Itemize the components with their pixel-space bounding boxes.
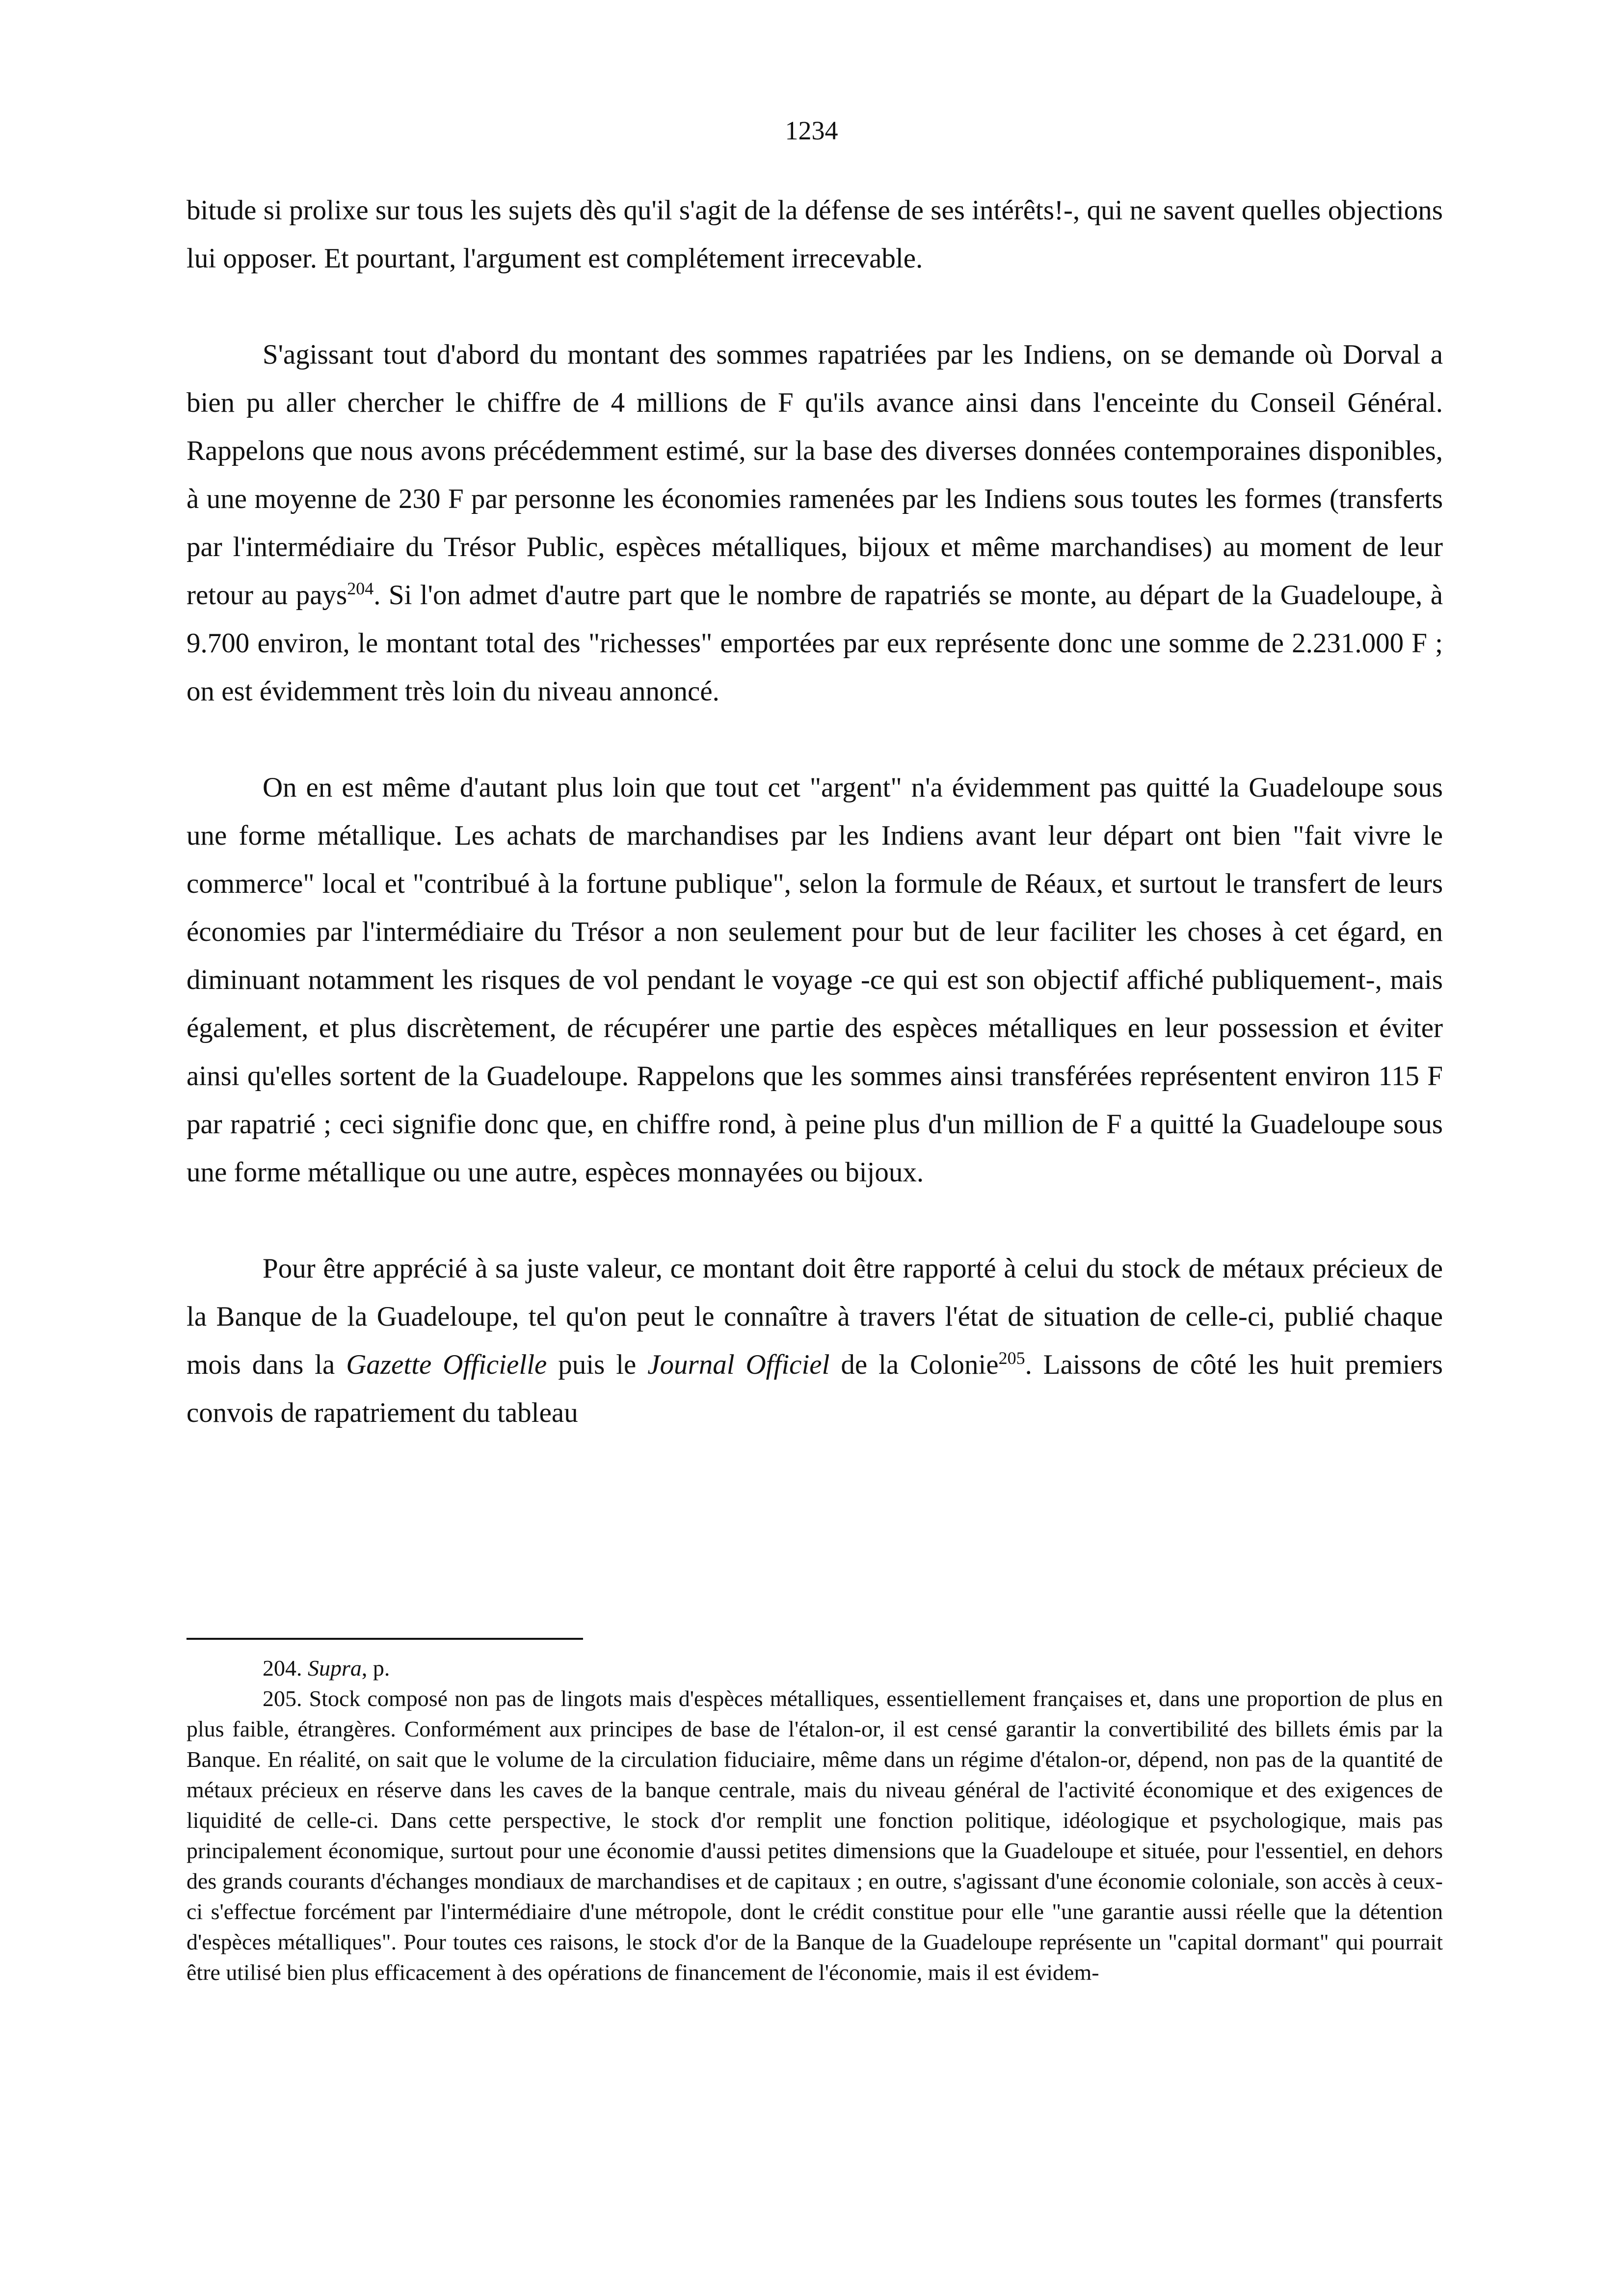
italic-text: Supra xyxy=(308,1655,362,1681)
text-run: . Laissons de côté les huit premiers convois de rapatriement du tableau xyxy=(186,1349,1443,1428)
text-run: . Si l'on admet d'autre part que le nombre de rapatriés se monte, au départ de la Guadeloupe, à 9.700 environ, le montant total des "richesses" emportées par eux représente donc une somme de 2.231.000 F ; on est évidemment très loin du niveau annoncé. xyxy=(186,580,1443,707)
paragraph xyxy=(186,764,1443,1197)
text-run: puis le xyxy=(547,1349,648,1380)
footnote-reference: 204 xyxy=(347,579,374,598)
paragraph xyxy=(186,1245,1443,1437)
paragraph xyxy=(186,187,1443,283)
text-run: Pour être apprécié à sa juste valeur, ce montant doit être rapporté à celui du stock de métaux précieux de la Banque de la Guadeloupe, tel qu'on peut le connaître à travers l'état de situation de celle-ci, publié chaque mois dans la xyxy=(186,1253,1443,1380)
footnote-204 xyxy=(186,1653,1443,1683)
italic-text: Gazette Officielle xyxy=(346,1349,547,1380)
text-run: bitude si prolixe sur tous les sujets dès qu'il s'agit de la défense de ses intérêts!-, qui ne savent quelles objections lui opposer. Et pourtant, l'argument est complétement irrecevable. xyxy=(186,195,1443,274)
italic-text: Journal Officiel xyxy=(647,1349,830,1380)
footnotes xyxy=(186,1653,1443,1988)
page-number: 1234 xyxy=(785,116,838,145)
text-run: S'agissant tout d'abord du montant des sommes rapatriées par les Indiens, on se demande où Dorval a bien pu aller chercher le chiffre de 4 millions de F qu'ils avance ainsi dans l'enceinte du Conseil Général. Rappelons que nous avons précédemment estimé, sur la base des diverses données contemporaines disponibles, à une moyenne de 230 F par personne les économies ramenées par les Indiens sous toutes les formes (transferts par l'intermédiaire du Trésor Public, espèces métalliques, bijoux et même marchandises) au moment de leur retour au pays xyxy=(186,339,1443,611)
text-run: de la Colonie xyxy=(829,1349,999,1380)
text-run: On en est même d'autant plus loin que tout cet "argent" n'a évidemment pas quitté la Guadeloupe sous une forme métallique. Les achats de marchandises par les Indiens avant leur départ ont bien "fait vivre le commerce" local et "contribué à la fortune publique", selon la formule de Réaux, et surtout le transfert de leurs économies par l'intermédiaire du Trésor a non seulement pour but de leur faciliter les choses à cet égard, en diminuant notamment les risques de vol pendant le voyage -ce qui est son objectif affiché publiquement-, mais également, et plus discrètement, de récupérer une partie des espèces métalliques en leur possession et éviter ainsi qu'elles sortent de la Guadeloupe. Rappelons que les sommes ainsi transférées représentent environ 115 F par rapatrié ; ceci signifie donc que, en chiffre rond, à peine plus d'un million de F a quitté la Guadeloupe sous une forme métallique ou une autre, espèces monnayées ou bijoux. xyxy=(186,772,1443,1188)
text-run: , p. xyxy=(361,1655,390,1681)
body-text xyxy=(186,187,1443,1437)
text-run: 205. Stock composé non pas de lingots mais d'espèces métalliques, essentiellement françaises et, dans une proportion de plus en plus faible, étrangères. Conformément aux principes de base de l'étalon-or, il est censé garantir la convertibilité des billets émis par la Banque. En réalité, on sait que le volume de la circulation fiduciaire, même dans un régime d'étalon-or, dépend, non pas de la quantité de métaux précieux en réserve dans les caves de la banque centrale, mais du niveau général de l'activité économique et des exigences de liquidité de celle-ci. Dans cette perspective, le stock d'or remplit une fonction politique, idéologique et psychologique, mais pas principalement économique, surtout pour une économie d'aussi petites dimensions que la Guadeloupe et située, pour l'essentiel, en dehors des grands courants d'échanges mondiaux de marchandises et de capitaux ; en outre, s'agissant d'une économie coloniale, son accès à ceux-ci s'effectue forcément par l'intermédiaire d'une métropole, dont le crédit constitue pour elle "une garantie aussi réelle que la détention d'espèces métalliques". Pour toutes ces raisons, le stock d'or de la Banque de la Guadeloupe représente un "capital dormant" qui pourrait être utilisé bien plus efficacement à des opérations de financement de l'économie, mais il est évidem- xyxy=(186,1686,1443,1985)
paragraph xyxy=(186,331,1443,716)
footnote-separator xyxy=(186,1638,583,1640)
footnote-reference: 205 xyxy=(998,1348,1025,1368)
text-run: 204. xyxy=(263,1655,308,1681)
footnote-205 xyxy=(186,1683,1443,1988)
